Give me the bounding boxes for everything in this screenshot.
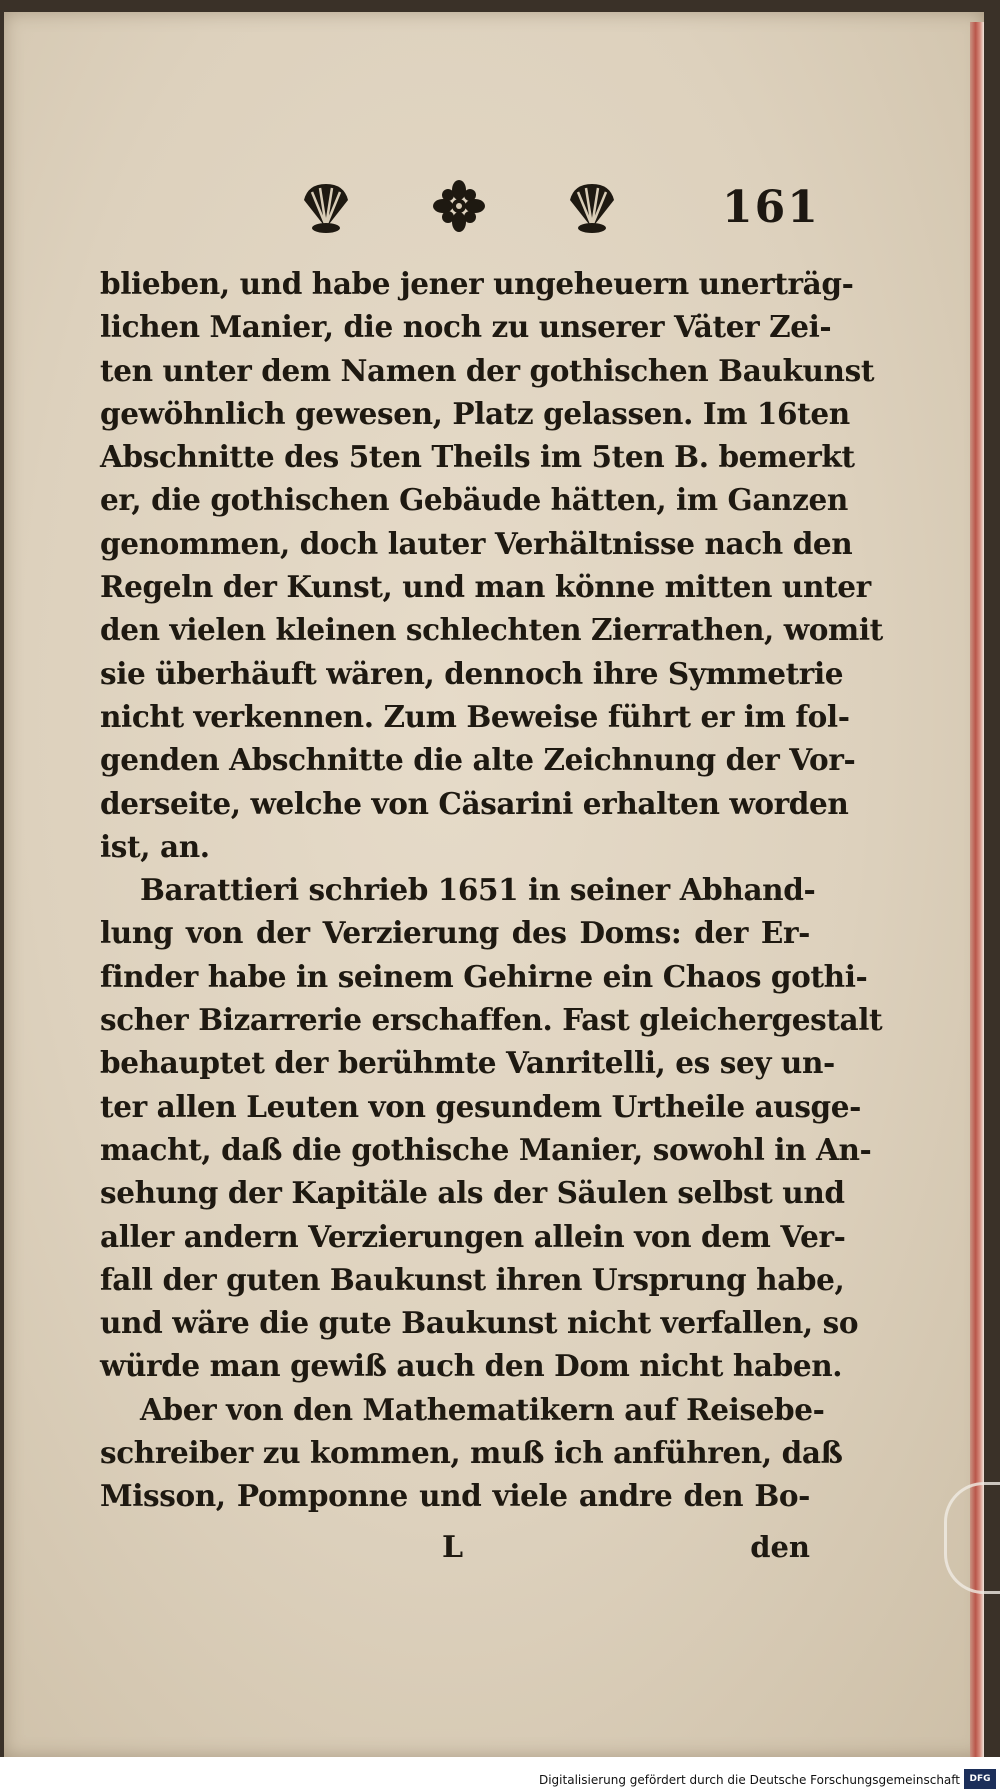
- text-line: sehung der Kapitäle als der Säulen selbst und: [100, 1175, 845, 1211]
- digitization-note: Digitalisierung gefördert durch die Deutsche Forschungsgemeinschaft: [538, 1773, 960, 1787]
- digitization-footer: [0, 1757, 1000, 1792]
- text-line: genden Abschnitte die alte Zeichnung der Vor-: [100, 742, 856, 778]
- text-line: derseite, welche von Cäsarini erhalten worden: [100, 785, 849, 821]
- text-line: finder habe in seinem Gehirne ein Chaos gothi-: [100, 958, 868, 994]
- shell-ornament-icon: [560, 178, 624, 234]
- text-line: Misson, Pomponne und viele andre den Bo-: [100, 1478, 810, 1514]
- shell-ornament-icon: [294, 178, 358, 234]
- text-line: lichen Manier, die noch zu unserer Väter Zei-: [100, 309, 832, 345]
- signature-mark: L: [442, 1530, 464, 1565]
- text-line: fall der guten Baukunst ihren Ursprung habe,: [100, 1261, 845, 1297]
- body-text: [100, 262, 883, 1518]
- text-line: Aber von den Mathematikern auf Reisebe-: [140, 1391, 825, 1427]
- text-line: lung von der Verzierung des Doms: der Er-: [100, 915, 810, 951]
- text-line: gewöhnlich gewesen, Platz gelassen. Im 16ten: [100, 395, 850, 431]
- text-line: blieben, und habe jener ungeheuern unerträg-: [100, 266, 854, 301]
- text-line: ist, an.: [100, 828, 210, 864]
- text-line: würde man gewiß auch den Dom nicht haben.: [100, 1348, 843, 1384]
- dfg-logo-icon: DFG: [964, 1769, 996, 1789]
- text-line: schreiber zu kommen, muß ich anführen, daß: [100, 1435, 843, 1471]
- flower-ornament-icon: [427, 178, 491, 234]
- page-tab-outline: [944, 1482, 1000, 1594]
- text-line: Barattieri schrieb 1651 in seiner Abhand-: [140, 872, 816, 908]
- header-ornaments: [294, 174, 624, 238]
- text-line: nicht verkennen. Zum Beweise führt er im fol-: [100, 698, 850, 734]
- text-line: macht, daß die gothische Manier, sowohl in An-: [100, 1131, 872, 1167]
- text-line: aller andern Verzierungen allein von dem Ver-: [100, 1218, 846, 1254]
- page-number: 161: [722, 182, 820, 233]
- text-line: sie überhäuft wären, dennoch ihre Symmetrie: [100, 655, 844, 691]
- text-line: ter allen Leuten von gesundem Urtheile ausge-: [100, 1088, 861, 1124]
- catchword-row: [100, 1530, 810, 1576]
- text-line: genommen, doch lauter Verhältnisse nach den: [100, 525, 853, 561]
- text-line: Regeln der Kunst, und man könne mitten unter: [100, 569, 871, 605]
- text-line: scher Bizarrerie erschaffen. Fast gleichergestalt: [100, 1002, 883, 1038]
- book-page: [4, 12, 984, 1757]
- text-line: behauptet der berühmte Vanritelli, es sey un-: [100, 1045, 835, 1081]
- text-line: er, die gothischen Gebäude hätten, im Ganzen: [100, 482, 848, 518]
- catchword: den: [750, 1530, 810, 1564]
- text-line: Abschnitte des 5ten Theils im 5ten B. bemerkt: [100, 439, 855, 475]
- text-line: ten unter dem Namen der gothischen Baukunst: [100, 352, 875, 388]
- text-line: und wäre die gute Baukunst nicht verfallen, so: [100, 1305, 859, 1341]
- text-line: den vielen kleinen schlechten Zierrathen, womit: [100, 612, 883, 648]
